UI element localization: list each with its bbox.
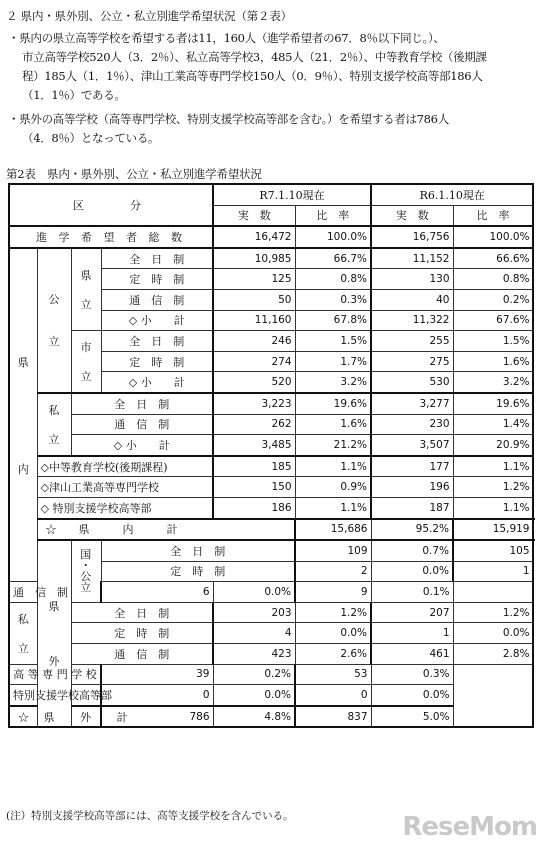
row-label: 定 時 制 xyxy=(101,561,295,582)
cell: 50 xyxy=(213,289,295,310)
bullet-2 xyxy=(8,110,449,148)
header-hiritsu-r6: 比 率 xyxy=(453,205,533,226)
cell: 11,152 xyxy=(371,248,453,269)
cell: 4 xyxy=(213,623,295,644)
bullet-2-line-2: （4．8％）となっている。 xyxy=(22,131,160,145)
bullet-1-line-4: （1．1％）である。 xyxy=(22,88,126,102)
table-row xyxy=(9,414,533,435)
cell: 0.2% xyxy=(213,664,295,685)
cell: 3.2% xyxy=(295,372,371,393)
table-row xyxy=(9,477,533,498)
table-row xyxy=(9,456,533,477)
cell: 66.7% xyxy=(295,248,371,269)
row-label: ◇ 小 計 xyxy=(101,372,213,393)
cell: 100.0% xyxy=(295,226,371,248)
header-jissu-r7: 実 数 xyxy=(213,205,295,226)
cell: 1.7% xyxy=(295,351,371,372)
group-kenritsu: 県 立 xyxy=(71,248,101,331)
table-row xyxy=(9,644,533,665)
cell: 0.9% xyxy=(295,477,371,498)
cell: 150 xyxy=(213,477,295,498)
group-kennai: 県 内 xyxy=(9,248,37,582)
group-shiritsu: 市 立 xyxy=(71,331,101,393)
cell: 67.6% xyxy=(453,310,533,331)
row-label: 定 時 制 xyxy=(101,351,213,372)
cell: 461 xyxy=(371,644,453,665)
cell: 275 xyxy=(371,351,453,372)
cell: 187 xyxy=(371,497,453,518)
cell: 1 xyxy=(371,623,453,644)
row-label: ☆ 県 外 計 xyxy=(9,706,101,728)
row-label: 特別支援学校高等部 xyxy=(9,685,101,706)
cell: 11,322 xyxy=(371,310,453,331)
cell: 3,485 xyxy=(213,435,295,456)
cell: 255 xyxy=(371,331,453,352)
cell: 125 xyxy=(213,269,295,290)
row-label: 通 信 制 xyxy=(71,644,213,665)
table-row-total xyxy=(9,226,533,248)
cell: 177 xyxy=(371,456,453,477)
bullet-1-line-3: 程）185人（1．1％）、津山工業高等専門学校150人（0．9％）、特別支援学校高等部186人 xyxy=(22,69,483,83)
group-shiritsu-private-kengai: 私 立 xyxy=(9,602,37,664)
cell: 100.0% xyxy=(453,226,533,248)
stats-table xyxy=(8,183,534,728)
cell: 0.0% xyxy=(371,561,453,582)
cell: 1.1% xyxy=(295,497,371,518)
header-r6: R6.1.10現在 xyxy=(371,184,533,205)
cell: 105 xyxy=(453,540,533,561)
cell: 67.8% xyxy=(295,310,371,331)
cell: 11,160 xyxy=(213,310,295,331)
section-header: ２ 県内・県外別、公立・私立別進学希望状況（第２表） xyxy=(6,9,292,23)
cell: 53 xyxy=(295,664,371,685)
table-row xyxy=(9,540,533,561)
cell: 109 xyxy=(295,540,371,561)
table-row xyxy=(9,435,533,456)
row-label: 定 時 制 xyxy=(71,623,213,644)
row-label: ◇ 小 計 xyxy=(71,435,213,456)
cell: 40 xyxy=(371,289,453,310)
cell: 0 xyxy=(101,685,213,706)
cell: 19.6% xyxy=(295,393,371,414)
cell: 1.2% xyxy=(453,477,533,498)
row-label: 通 信 制 xyxy=(9,582,71,603)
cell: 0.8% xyxy=(295,269,371,290)
row-label: ◇ 小 計 xyxy=(101,310,213,331)
row-label: ◇ 特別支援学校高等部 xyxy=(37,497,213,518)
table-row xyxy=(9,393,533,414)
cell: 246 xyxy=(213,331,295,352)
cell: 1.6% xyxy=(295,414,371,435)
table-row-kengai-total xyxy=(9,706,533,728)
cell: 0.0% xyxy=(213,582,295,603)
header-hiritsu-r7: 比 率 xyxy=(295,205,371,226)
cell: 66.6% xyxy=(453,248,533,269)
cell: 15,686 xyxy=(295,519,371,541)
row-label: 全 日 制 xyxy=(101,248,213,269)
header-r7: R7.1.10現在 xyxy=(213,184,371,205)
cell: 185 xyxy=(213,456,295,477)
header-jissu-r6: 実 数 xyxy=(371,205,453,226)
table-row-kennai-total xyxy=(9,519,533,541)
cell: 520 xyxy=(213,372,295,393)
bullet-2-line-1: ・県外の高等学校（高等専門学校、特別支援学校高等部を含む。）を希望する者は786人 xyxy=(8,112,449,126)
cell: 1.5% xyxy=(453,331,533,352)
table-row xyxy=(9,664,533,685)
cell: 0.8% xyxy=(453,269,533,290)
row-label: ☆ 県 内 計 xyxy=(37,519,295,541)
bullet-1 xyxy=(8,29,487,105)
cell: 0.7% xyxy=(371,540,453,561)
cell: 1.5% xyxy=(295,331,371,352)
table-row xyxy=(9,331,533,352)
cell: 1.1% xyxy=(453,497,533,518)
cell: 16,472 xyxy=(213,226,295,248)
cell: 15,919 xyxy=(453,519,533,541)
cell: 0.3% xyxy=(295,289,371,310)
cell: 2 xyxy=(295,561,371,582)
cell: 1.1% xyxy=(453,456,533,477)
cell: 1.4% xyxy=(453,414,533,435)
row-label: 通 信 制 xyxy=(101,289,213,310)
cell: 3,277 xyxy=(371,393,453,414)
table-caption: 第2表 県内・県外別、公立・私立別進学希望状況 xyxy=(6,167,262,181)
bullet-1-line-2: 市立高等学校520人（3．2％）、私立高等学校3，485人（21．2％）、中等教育学校（後期課 xyxy=(22,50,487,64)
cell: 16,756 xyxy=(371,226,453,248)
cell: 130 xyxy=(371,269,453,290)
cell: 186 xyxy=(213,497,295,518)
cell: 95.2% xyxy=(371,519,453,541)
cell: 21.2% xyxy=(295,435,371,456)
cell: 0.0% xyxy=(295,623,371,644)
row-label: 全 日 制 xyxy=(71,393,213,414)
cell: 1 xyxy=(453,561,533,582)
cell: 274 xyxy=(213,351,295,372)
cell: 196 xyxy=(371,477,453,498)
table-row xyxy=(9,602,533,623)
header-kubun: 区 分 xyxy=(9,184,213,226)
row-label: ◇中等教育学校(後期課程) xyxy=(37,456,213,477)
row-label: 全 日 制 xyxy=(101,331,213,352)
cell: 0.0% xyxy=(371,685,453,706)
cell: 3,507 xyxy=(371,435,453,456)
cell: 207 xyxy=(371,602,453,623)
cell: 2.8% xyxy=(453,644,533,665)
cell: 262 xyxy=(213,414,295,435)
group-koritsu: 公 立 xyxy=(37,248,71,393)
cell: 1.2% xyxy=(453,602,533,623)
cell: 0 xyxy=(295,685,371,706)
table-note: (注）特別支援学校高等部には、高等支援学校を含んでいる。 xyxy=(6,810,294,822)
cell: 786 xyxy=(101,706,213,728)
cell: 19.6% xyxy=(453,393,533,414)
cell: 6 xyxy=(101,582,213,603)
cell: 0.3% xyxy=(371,664,453,685)
row-label: 全 日 制 xyxy=(101,540,295,561)
cell: 1.6% xyxy=(453,351,533,372)
header-row-1 xyxy=(9,184,533,205)
cell: 230 xyxy=(371,414,453,435)
row-label: 高 等 専 門 学 校 xyxy=(9,664,101,685)
group-kengai: 県 外 xyxy=(37,540,71,727)
cell: 423 xyxy=(213,644,295,665)
cell: 837 xyxy=(295,706,371,728)
cell: 0.1% xyxy=(371,582,453,603)
cell: 0.2% xyxy=(453,289,533,310)
cell: 203 xyxy=(213,602,295,623)
table-row xyxy=(9,685,533,706)
row-label: 通 信 制 xyxy=(71,414,213,435)
table-row xyxy=(9,248,533,269)
cell: 1.2% xyxy=(295,602,371,623)
cell: 20.9% xyxy=(453,435,533,456)
cell: 5.0% xyxy=(371,706,453,728)
cell: 1.1% xyxy=(295,456,371,477)
row-label: 定 時 制 xyxy=(101,269,213,290)
cell: 39 xyxy=(101,664,213,685)
cell: 530 xyxy=(371,372,453,393)
group-shiritsu-private: 私 立 xyxy=(37,393,71,456)
cell: 4.8% xyxy=(213,706,295,728)
cell: 9 xyxy=(295,582,371,603)
group-kokukoritsu: 国 ・ 公 立 xyxy=(71,540,101,602)
cell: 10,985 xyxy=(213,248,295,269)
cell: 0.0% xyxy=(453,623,533,644)
table-row xyxy=(9,497,533,518)
row-label: 進 学 希 望 者 総 数 xyxy=(9,226,213,248)
table-row xyxy=(9,623,533,644)
row-label: ◇津山工業高等専門学校 xyxy=(37,477,213,498)
cell: 0.0% xyxy=(213,685,295,706)
resemom-logo: ReseMom xyxy=(402,812,537,842)
cell: 3.2% xyxy=(453,372,533,393)
cell: 2.6% xyxy=(295,644,371,665)
row-label: 全 日 制 xyxy=(71,602,213,623)
cell: 3,223 xyxy=(213,393,295,414)
bullet-1-line-1: ・県内の県立高等学校を希望する者は11，160人（進学希望者の67．8％以下同じ。）、 xyxy=(8,31,445,45)
